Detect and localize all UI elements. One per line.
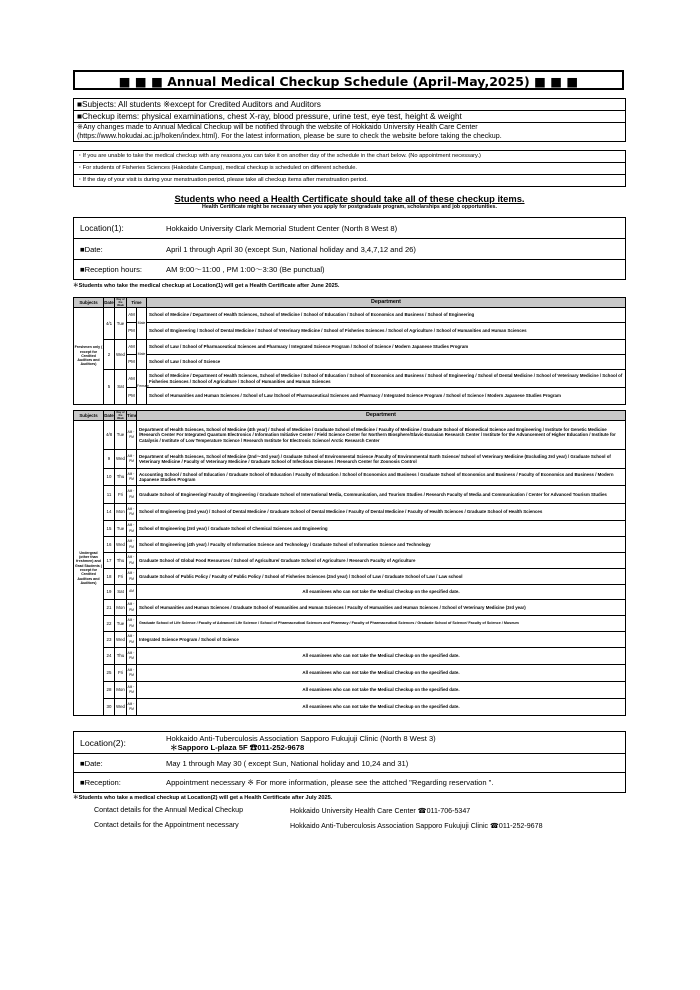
date-value: April 1 through April 30 (except Sun, National holiday and 3,4,7,12 and 26) [166,244,416,254]
website-notice-line: ※Any changes made to Annual Medical Checkup will be notified through the website of Hokkaido University Health Care Center [77,123,478,131]
location2-reception-row [74,773,625,792]
day-cell: Wed [115,450,127,469]
day-cell: Mon [115,682,127,699]
table-row [74,370,626,388]
time-cell: AM [127,370,137,388]
department-cell: All examinees who can not take the Medical Checkup on the specified date. [137,648,626,665]
sex-cell: Female [137,370,147,405]
date-value: May 1 through May 30 ( except Sun, National holiday and 10,24 and 31) [166,758,409,768]
date-cell: 28 [104,682,115,699]
website-url-line: (https://www.hokudai.ac.jp/hoken/index.html). For the latest information, please be sure to check the website before taking the checkup. [77,132,502,140]
department-cell: Department of Health Sciences, School of Medicine (4th year) / School of Medicine / Graduate School of Medicine / Faculty of Medicine / Graduate School of Biomedical Science and Engineering / Institute for Genetic Medicine /Research Center For Integrated Quantum Electronics / Information Initiative Center / Field Science Center for Northern Biosphere/Slavic-Eurasian Research Center / Institute for the Advancement of Higher Education / Institute for Catalysis / Institute of Low Temperature Science / Research Institute for Electronic Science/ Arctic Research Center [137,421,626,450]
day-cell: Wed [115,340,127,370]
health-certificate-heading: Students who need a Health Certificate should take all of these checkup items. [174,193,525,204]
undergrad-schedule-table [73,410,626,716]
day-cell: Tue [115,521,127,537]
table-row [74,537,626,553]
reception-label: ■Reception: [80,778,121,787]
table-row [74,632,626,648]
date-cell: 4/1 [104,308,115,340]
freshmen-schedule-table [73,297,626,405]
department-cell: Graduate School of Global Food Resources / School of Agriculture/ Graduate School of Agriculture / Research Faculty of Agriculture [137,553,626,569]
location2-box [73,731,626,793]
sex-cell: Male [137,340,147,370]
time-cell: AM・PM [127,699,137,716]
department-cell: Graduate School of Public Policy / Faculty of Public Policy / School of Fisheries Sciences (2nd year) / School of Law / Graduate School of Law / Law school [137,569,626,585]
department-cell: School of Law / School of Science [147,355,626,370]
day-cell: Wed [115,699,127,716]
department-cell: All examinees who can not take the Medical Checkup on the specified date. [137,665,626,682]
department-cell: School of Law / School of Pharmaceutical Sciences and Pharmacy / Integrated Science Program / School of Science / Modern Japanese Studies Program [147,340,626,355]
location2-date-row [74,754,625,773]
subjects-line: ■Subjects: All students ※except for Credited Auditors and Auditors [74,99,625,111]
day-cell: Mon [115,504,127,521]
time-cell: AM・PM [127,600,137,616]
day-cell: Wed [115,632,127,648]
time-cell: AM・PM [127,682,137,699]
time-cell: PM [127,323,137,340]
subjects-info-box [73,98,626,142]
checkup-items-line: ■Checkup items: physical examinations, chest X-ray, blood pressure, urine test, eye test, height & weight [74,111,625,123]
subjects-group-cell: Undergrad (other than freshmen) and Grad Students ( except for Credited Auditors and Auditors) [74,421,104,716]
department-cell: School of Engineering (4th year) / Faculty of Information Science and Technology / Graduate School of Information Science and Technology [137,537,626,553]
department-cell: Integrated Science Program / School of Science [137,632,626,648]
department-cell: Department of Health Sciences, School of Medicine (2nd～3rd year) / Graduate School of Environmental Science /Faculty of Environmental Earth Science/ School of Veterinary Medicine (Excluding 3rd year) / Graduate School of Veterinary Medicine / Faculty of Veterinary Medicine / Graduate School of Infectious Diseases / Research Center for Zoonosis Control [137,450,626,469]
header-day: Day of the Week [115,411,127,421]
day-cell: Thu [115,469,127,486]
date-cell: 18 [104,569,115,585]
department-cell: Graduate School of Engineering/ Faculty of Engineering / Graduate School of International Media, Communication, and Tourism Studies / Research Faculty of Media and Communication / Center for Advanced Tourism Studies [137,486,626,504]
location1-value: Hokkaido University Clark Memorial Student Center (North 8 West 8) [166,223,398,233]
time-cell: AM・PM [127,537,137,553]
table-row [74,504,626,521]
location2-phone: ＊Sapporo L-plaza 5F ☎011-252-9678 [170,742,305,752]
health-certificate-subtitle: Health Certificate might be necessary when you apply for postgraduate program, scholarships and job opportunities. [202,204,497,210]
department-cell: Accounting School / School of Education / Graduate School of Education / Faculty of Education / School of Economics and Business / Graduate School of Economics and Business / Faculty of Economics and Business / Modern Japanese Studies Program [137,469,626,486]
header-date: Date [104,298,115,308]
time-cell: AM・PM [127,648,137,665]
date-cell: 25 [104,665,115,682]
location2-row [74,732,625,754]
table-row [74,585,626,600]
date-cell: 5 [104,370,115,405]
day-cell: Fri [115,569,127,585]
table-row [74,600,626,616]
header-time: Time [127,411,137,421]
date-cell: 11 [104,486,115,504]
table-row [74,355,626,370]
department-cell: All examinees who can not take the Medical Checkup on the specified date. [137,682,626,699]
time-cell: AM・PM [127,469,137,486]
table-row [74,569,626,585]
date-cell: 17 [104,553,115,569]
notes-box [73,150,626,187]
time-cell: AM [127,340,137,355]
department-cell: School of Humanities and Human Sciences / School of Law /School of Pharmaceutical Sciences and Pharmacy / Integrated Science Program / School of Science / Modern Japanese Studies Program [147,388,626,405]
reception-hours-value: AM 9:00～11:00 , PM 1:00～3:30 (Be punctual) [166,265,325,274]
table-row [74,388,626,405]
time-cell: AM・PM [127,569,137,585]
date-cell: 21 [104,600,115,616]
contact-value: Hokkaido University Health Care Center ☎011-706-5347 [290,807,471,815]
contact-label: Contact details for the Annual Medical Checkup [94,806,244,814]
table-row [74,323,626,340]
date-cell: 2 [104,340,115,370]
day-cell: Thu [115,648,127,665]
reception-hours-label: ■Reception hours: [80,265,142,274]
day-cell: Sat [115,370,127,405]
day-cell: Tue [115,421,127,450]
date-cell: 15 [104,521,115,537]
time-cell: AM・PM [127,421,137,450]
date-label: ■Date: [80,244,103,254]
header-subjects: Subjects [74,298,104,308]
day-cell: Fri [115,486,127,504]
date-cell: 9 [104,450,115,469]
department-cell: School of Humanities and Human Sciences / Graduate School of Humanities and Human Sciences / Faculty of Humanities and Human Sciences / School of Veterinary Medicine (3rd year) [137,600,626,616]
department-cell: School of Medicine / Department of Health Sciences, School of Medicine / School of Education / School of Economics and Business / School of Engineering [147,308,626,323]
location2-address: Hokkaido Anti-Tuberculosis Association Sapporo Fukujuji Clinic (North 8 West 3) [166,733,436,743]
location2-label: Location(2): [80,737,126,748]
table-row [74,648,626,665]
location1-reception-row [74,260,625,279]
subjects-group-cell: Freshmen only ( except for Credited Auditors and Auditors) [74,308,104,405]
department-cell: School of Engineering (3rd year) / Graduate School of Chemical Sciences and Engineering [137,521,626,537]
day-cell: Mon [115,600,127,616]
location2-note: ＊Students who take a medical checkup at Location(2) will get a Health Certificate after July 2025. [73,795,333,801]
table-row [74,450,626,469]
reception-value: Appointment necessary ※ For more information, please see the attched "Regarding reservation ". [166,778,494,787]
table-row [74,699,626,716]
day-cell: Fri [115,665,127,682]
day-cell: Tue [115,308,127,340]
header-department: Department [137,411,626,421]
department-cell: School of Engineering (2nd year) / School of Dental Medicine / Graduate School of Dental Medicine / Faculty of Dental Medicine / Faculty of Health Sciences / Graduate School of Health Sciences [137,504,626,521]
location1-label: Location(1): [80,223,124,233]
location1-note: ＊Students who take the medical checkup at Location(1) will get a Health Certificate after June 2025. [73,283,340,289]
location1-date-row [74,239,625,260]
department-cell: School of Medicine / Department of Health Sciences, School of Medicine / School of Education / School of Economics and Business / School of Engineering / School of Dental Medicine / School of Veterinary Medicine / School of Fisheries Sciences / School of Agriculture / School of Humanities and Human Sciences [147,370,626,388]
time-cell: AM・PM [127,504,137,521]
time-cell: AM・PM [127,521,137,537]
time-cell: AM・PM [127,450,137,469]
time-cell: PM [127,388,137,405]
header-department: Department [147,298,626,308]
day-cell: Wed [115,537,127,553]
time-cell: AM・PM [127,616,137,632]
sex-cell: Male [137,308,147,340]
date-label: ■Date: [80,758,103,768]
note-line: ・For students of Fisheries Sciences (Hakodate Campus), medical checkup is scheduled on different schedule. [74,163,625,175]
date-cell: 16 [104,537,115,553]
time-cell: PM [127,355,137,370]
table-row [74,616,626,632]
date-cell: 23 [104,632,115,648]
time-cell: AM・PM [127,632,137,648]
day-cell: Sat [115,585,127,600]
day-cell: Thu [115,553,127,569]
date-cell: 4/8 [104,421,115,450]
date-cell: 14 [104,504,115,521]
table-row [74,486,626,504]
table-row [74,308,626,323]
header-subjects: Subjects [74,411,104,421]
date-cell: 22 [104,616,115,632]
contact-label: Contact details for the Appointment necessary [94,821,239,829]
note-line: ・If you are unable to take the medical checkup with any reasons,you can take it on another day of the schedule in the chart below. (No appointment necessary.) [74,151,625,163]
location1-row [74,218,625,239]
department-cell: School of Engineering / School of Dental Medicine / School of Veterinary Medicine / School of Fisheries Sciences / School of Agriculture / School of Humanities and Human Sciences [147,323,626,340]
table-row [74,665,626,682]
time-cell: AM [127,585,137,600]
time-cell: AM・PM [127,665,137,682]
date-cell: 24 [104,648,115,665]
day-cell: Tue [115,616,127,632]
table-row [74,340,626,355]
header-date: Date [104,411,115,421]
contact-value: Hokkaido Anti-Tuberculosis Association Sapporo Fukujuji Clinic ☎011-252-9678 [290,822,543,830]
table-row [74,682,626,699]
table-row [74,421,626,450]
table-row [74,469,626,486]
date-cell: 19 [104,585,115,600]
department-cell: All examinees who can not take the Medical Checkup on the specified date. [137,699,626,716]
date-cell: 30 [104,699,115,716]
location1-box [73,217,626,280]
time-cell: AM・PM [127,553,137,569]
department-cell: Graduate School of Life Science / Faculty of Advanced Life Science / School of Pharmaceutical Sciences and Pharmacy / Faculty of Pharmaceutical Sciences / Graduate School of Science/ Faculty of Science / Museum [137,616,626,632]
table-row [74,553,626,569]
header-day: Day of the Week [115,298,127,308]
table-row [74,521,626,537]
header-time: Time [127,298,147,308]
time-cell: AM・PM [127,486,137,504]
time-cell: AM [127,308,137,323]
date-cell: 10 [104,469,115,486]
page-title: ■ ■ ■ Annual Medical Checkup Schedule (April-May,2025) ■ ■ ■ [73,70,624,90]
note-line: ・If the day of your visit is during your menstruation period, please take all checkup items after menstruation period. [77,177,368,183]
department-cell: All examinees who can not take the Medical Checkup on the specified date. [137,585,626,600]
